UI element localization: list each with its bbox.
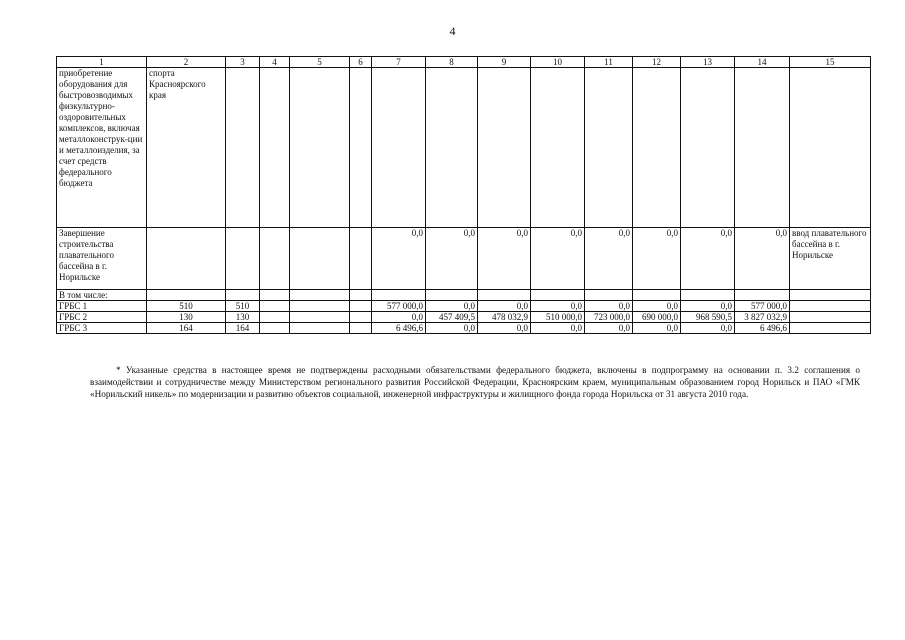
value-cell: 0,0 [681, 301, 735, 312]
budget-table [56, 56, 871, 334]
value-cell: 0,0 [372, 312, 426, 323]
header-cell: 6 [350, 57, 372, 68]
value-cell: 0,0 [681, 323, 735, 334]
table-row-equipment [57, 68, 871, 228]
header-cell: 3 [226, 57, 260, 68]
value-cell: 577 000,0 [735, 301, 790, 312]
value-cell: 3 827 032,9 [735, 312, 790, 323]
header-row [57, 57, 871, 68]
grbs-name: ГРБС 1 [57, 301, 147, 312]
value-cell: 478 032,9 [478, 312, 531, 323]
value-cell: 510 000,0 [531, 312, 585, 323]
grbs-code: 510 [147, 301, 226, 312]
row-label: приобретение оборудования для быстровозводимых физкультурно-оздоровительных комплексов, включая металлоконструк-ции и металлоизделия, за счет средств федерального бюджета [57, 68, 147, 228]
value-cell: 0,0 [585, 228, 633, 290]
value-cell: 0,0 [426, 228, 478, 290]
value-cell: 0,0 [531, 228, 585, 290]
header-cell: 14 [735, 57, 790, 68]
header-cell: 12 [633, 57, 681, 68]
value-cell: 6 496,6 [372, 323, 426, 334]
header-cell: 4 [260, 57, 290, 68]
value-cell: 6 496,6 [735, 323, 790, 334]
row-label: Завершение строительства плавательного бассейна в г. Норильске [57, 228, 147, 290]
value-cell: 457 409,5 [426, 312, 478, 323]
header-cell: 9 [478, 57, 531, 68]
header-cell: 7 [372, 57, 426, 68]
table-row-grbs [57, 301, 871, 312]
grbs-code: 164 [147, 323, 226, 334]
value-cell: 0,0 [478, 323, 531, 334]
header-cell: 2 [147, 57, 226, 68]
value-cell: 577 000,0 [372, 301, 426, 312]
header-cell: 1 [57, 57, 147, 68]
value-cell: 0,0 [633, 228, 681, 290]
header-cell: 15 [790, 57, 871, 68]
footnote [90, 364, 860, 400]
grbs-code: 510 [226, 301, 260, 312]
footnote-text: * Указанные средства в настоящее время не подтверждены расходными обязательствами федерального бюджета, включены в подпрограмму на основании п. 3.2 соглашения о взаимодействии и сотрудничестве между Министерством регионального развития Российской Федерации, Красноярским краем, муниципальным образованием город Норильск и ПАО «ГМК «Норильский никель» по модернизации и развитию объектов социальной, инженерной инфраструктуры и жилищного фонда города Норильска от 31 августа 2010 года. [90, 365, 860, 399]
value-cell: 0,0 [681, 228, 735, 290]
value-cell: 0,0 [478, 228, 531, 290]
header-cell: 13 [681, 57, 735, 68]
value-cell: 0,0 [478, 301, 531, 312]
value-cell: 0,0 [531, 301, 585, 312]
value-cell: 0,0 [585, 323, 633, 334]
table-row-including [57, 290, 871, 301]
header-cell: 5 [290, 57, 350, 68]
value-cell: 968 590,5 [681, 312, 735, 323]
header-cell: 11 [585, 57, 633, 68]
value-cell: 0,0 [531, 323, 585, 334]
table-row-grbs [57, 323, 871, 334]
grbs-name: ГРБС 2 [57, 312, 147, 323]
grbs-code: 164 [226, 323, 260, 334]
grbs-name: ГРБС 3 [57, 323, 147, 334]
value-cell: 0,0 [735, 228, 790, 290]
table-row-pool [57, 228, 871, 290]
header-cell: 10 [531, 57, 585, 68]
grbs-code: 130 [147, 312, 226, 323]
table-row-grbs [57, 312, 871, 323]
row-label: В том числе: [57, 290, 147, 301]
value-cell: 723 000,0 [585, 312, 633, 323]
value-cell: 0,0 [426, 301, 478, 312]
value-cell: 0,0 [426, 323, 478, 334]
value-cell: 0,0 [633, 323, 681, 334]
row-executor: спорта Красноярского края [147, 68, 226, 228]
header-cell: 8 [426, 57, 478, 68]
value-cell: 0,0 [372, 228, 426, 290]
value-cell: 690 000,0 [633, 312, 681, 323]
grbs-code: 130 [226, 312, 260, 323]
row-result: ввод плавательного бассейна в г. Норильске [790, 228, 871, 290]
page-number: 4 [449, 24, 456, 38]
value-cell: 0,0 [633, 301, 681, 312]
value-cell: 0,0 [585, 301, 633, 312]
